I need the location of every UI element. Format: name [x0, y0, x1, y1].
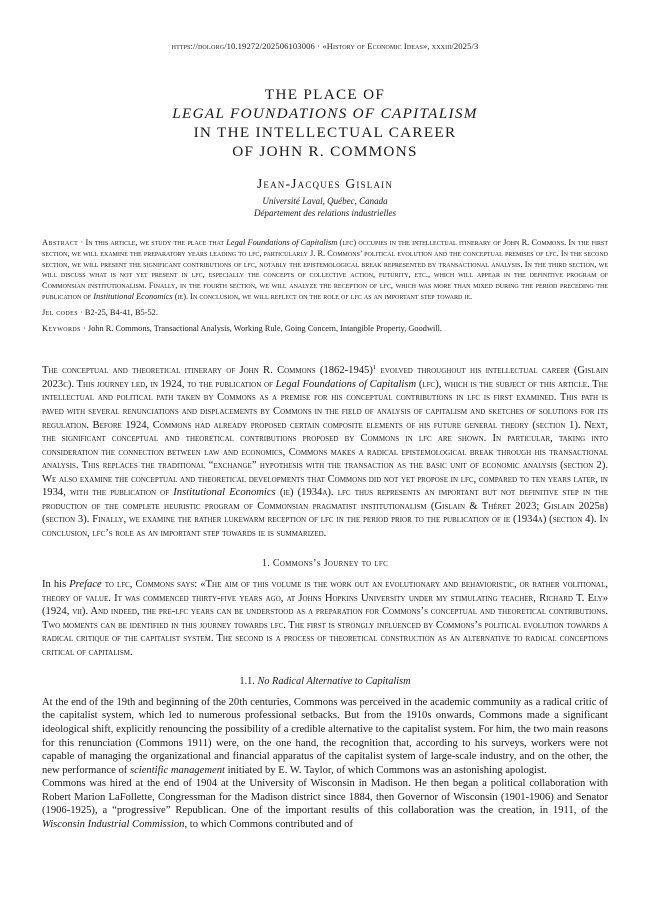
section-1-paragraph: [42, 578, 608, 659]
title-line-1: THE PLACE OF: [264, 86, 386, 103]
subsection-text-2b: , to which Commons contributed and of: [184, 818, 354, 830]
keywords: [42, 324, 608, 335]
affiliation-line-1: Université Laval, Québec, Canada: [262, 196, 388, 206]
abstract: [42, 238, 608, 303]
section-1-text-a: In his: [42, 579, 70, 591]
jel-codes: [42, 308, 608, 319]
subsection-paragraph-1: [42, 696, 608, 777]
keywords-label: Keywords: [42, 323, 81, 333]
intro-paragraph: [42, 364, 608, 540]
intro-text-b: evolved throughout his intellectual career (Gislain 2023c). This journey led, in 1924, to the publication of: [42, 365, 608, 390]
jel-sep: ·: [77, 307, 85, 317]
affiliation: [42, 195, 608, 219]
intro-text-c: (lfc), which is the subject of this article. The intellectual and political path taken by Commons as a premise for his conceptual contributions in lfc is first examined. This path is paved with several renunciations and displacements by Commons in the field of analysis of capitalism and sketches of solutions for its regulation. Before 1924, Commons had already proposed certain composite elements of his future general theory (section 1). Next, the significant conceptual and theoretical contributions proposed by Commons in lfc are shown. In particular, taking into consideration the connection between law and economics, Commons makes a radical epistemological break through his transactional analysis. This replaces the traditional “exchange” hypothesis with the transaction as the basic unit of economic analysis (section 2). We also examine the conceptual and theoretical developments that Commons did not yet propose in lfc, compared to ten years later, in 1934, with the publication of: [42, 378, 608, 499]
subsection-text-1a: At the end of the 19th and beginning of the 20th centuries, Commons was perceived in the academic community as a radical critic of the capitalist system, which led to numerous professional setbacks. But from the 1910s onwards, Commons made a significant ideological shift, explicitly renouncing the possibility of a credible alternative to the capitalist system. For him, the two main reasons for this renunciation (Commons 1911) were, on the one hand, the recognition that, according to his surveys, workers were not capable of managing the organizational and financial apparatus of the capitalist system of large-scale industry, and on the other, the new performance of: [42, 696, 608, 776]
abstract-text-2: (lfc) occupies in the intellectual itinerary of John R. Commons. In the first section, we will examine the preparatory years leading to lfc, particularly J. R. Commons’ political evolution and the conceptual premises of lfc. In the second section, we will present the significant contributions of lfc, notably the epistemological break represented by transactional analysis. In the third section, we will discuss what is not yet present in lfc, especially the concepts of collective action, futurity, etc., which will appear in the definitive program of Commonsian institutionalism. Finally, in the fourth section, we will analyze the reception of lfc, which was more than mixed during the period preceding the publication of: [42, 238, 608, 301]
subsection-text-2a: Commons was hired at the end of 1904 at the University of Wisconsin in Madison. He then began a political collaboration with Robert Marion LaFollette, Congressman for the Madison district since 1884, then Governor of Wisconsin (1901-1906) and Senator (1906-1925), a “progressive” Republican. One of the important results of this collaboration was the creation, in 1911, of the: [42, 778, 608, 817]
subsection-1-1-heading: [42, 675, 608, 689]
section-1-preface: Preface: [69, 579, 102, 591]
subsection-scientific-management: scientific management: [129, 764, 225, 776]
subsection-1-1-title: No Radical Alternative to Capitalism: [257, 676, 411, 688]
article-body: [42, 364, 608, 831]
journal-page: [42, 0, 608, 831]
intro-lead: The: [42, 365, 58, 377]
title-line-2: LEGAL FOUNDATIONS OF CAPITALISM: [172, 105, 478, 122]
intro-text-d: (ie) (1934a). lfc thus represents an important but not definitive step in the production of the complete heuristic program of Commonsian pragmatist institutionalism (Gislain & Théret 2023; Gislain 2025b) (section 3). Finally, we examine the rather lukewarm reception of lfc in the period prior to the publication of ie (1934a) (section 4). In conclusion, lfc’s role as an important step towards ie is summarized.: [42, 487, 608, 539]
section-1-text-b: to lfc, Commons says: «The aim of this volume is the work out an evolutionary and behavioristic, or rather volitional, theory of value. It was commenced thirty-five years ago, at Johns Hopkins University under my stimulating teacher, Richard T. Ely» (1924, vii). And indeed, the pre-lfc years can be understood as a preparation for Commons’s conceptual and theoretical contributions. Two moments can be identified in this journey towards lfc. The first is strongly influenced by Commons’s political evolution towards a radical critique of the capitalist system. The second is a process of theoretical construction as an alternative to radical conceptions critical of capitalism.: [42, 579, 608, 658]
intro-text-a: conceptual and theoretical itinerary of John R. Commons (1862-1945): [57, 365, 373, 377]
subsection-commission: Wisconsin Industrial Commission: [42, 818, 185, 830]
running-header: https://doi.org/10.19272/202506103006 · «History of Economic Ideas», xxxiii/2025/3: [171, 41, 479, 51]
abstract-book-title: Legal Foundations of Capitalism: [226, 238, 338, 247]
title-line-4: OF JOHN R. COMMONS: [232, 143, 418, 160]
intro-book-title: Legal Foundations of Capitalism: [275, 378, 417, 390]
abstract-label: Abstract: [42, 238, 79, 247]
author-name: Jean-Jacques Gislain: [256, 176, 394, 191]
article-title: [42, 85, 608, 161]
abstract-book-title-2: Institutional Economics: [93, 291, 173, 301]
intro-book-title-2: Institutional Economics: [173, 487, 276, 499]
title-line-3: IN THE INTELLECTUAL CAREER: [193, 124, 457, 141]
section-1-heading: 1. Commons’s Journey to lfc: [261, 558, 389, 570]
subsection-1-1-number: 1.1.: [239, 676, 258, 688]
jel-text: B2-25, B4-41, B5-52.: [84, 307, 158, 317]
abstract-text-3: (ie). In conclusion, we will reflect on the role of lfc as an important step toward ie.: [172, 291, 473, 301]
subsection-paragraph-2: [42, 777, 608, 831]
affiliation-line-2: Département des relations industrielles: [254, 208, 396, 218]
keywords-sep: ·: [80, 323, 88, 333]
subsection-text-1b: initiated by E. W. Taylor, of which Commons was an astonishing apologist.: [224, 764, 547, 776]
abstract-text-1: In this article, we study the place that: [85, 238, 227, 247]
keywords-text: John R. Commons, Transactional Analysis, Working Rule, Going Concern, Intangible Property, Goodwill.: [87, 323, 443, 333]
jel-label: Jel codes: [42, 307, 78, 317]
abstract-sep: ·: [78, 238, 86, 247]
footnote-mark: 1: [372, 364, 377, 372]
